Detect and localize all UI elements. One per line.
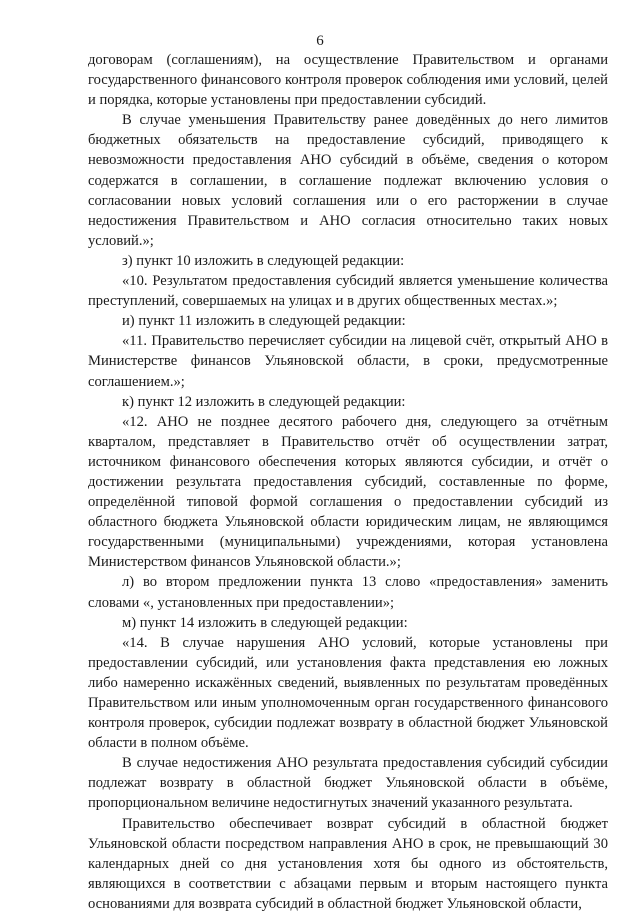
clause-14-paragraph-3: Правительство обеспечивает возврат субсидий в областной бюджет Ульяновской области посредством направления АНО в срок, не превышающий 30 календарных дней со дня установления хотя бы одного из обстоятельств, являющихся в соответствии с абзацами первым и вторым настоящего пункта основаниями для возврата субсидий в областной бюджет Ульяновской области, [88,815,608,912]
amendment-item-z: з) пункт 10 изложить в следующей редакции: [122,252,405,269]
page-number: 6 [316,33,324,49]
amendment-item-l: л) во втором предложении пункта 13 слово «предоставления» заменить словами «, установленных при предоставлении»; [88,574,608,611]
amendment-item-i: и) пункт 11 изложить в следующей редакции: [122,313,406,330]
clause-12-text: «12. АНО не позднее десятого рабочего дня, следующего за отчётным кварталом, представляет в Правительство отчёт об осуществлении затрат, источником финансового обеспечения которых являются субсидии, и отчёт о достижении результата предоставления субсидий, составленные по форме, определённой типовой формой соглашения о предоставлении субсидий из областного бюджета Ульяновской области юридическим лицам, не являющимся государственными (муниципальными) учреждениями, которая установлена Министерством финансов Ульяновской области.»; [88,413,608,571]
amendment-item-k: к) пункт 12 изложить в следующей редакции: [122,393,406,410]
clause-11-text: «11. Правительство перечисляет субсидии на лицевой счёт, открытый АНО в Министерстве финансов Ульяновской области, в сроки, предусмотренные соглашением.»; [88,333,608,390]
paragraph-continuation: договорам (соглашениям), на осуществление Правительством и органами государственного финансового контроля проверок соблюдения ими условий, целей и порядка, которые установлены при предоставлении субсидий. [88,52,608,109]
clause-14-text: «14. В случае нарушения АНО условий, которые установлены при предоставлении субсидий, или установления факта представления ею ложных либо намеренно искажённых сведений, выявленных по результатам проведённых Правительством или иным уполномоченным орган государственного финансового контроля проверок, субсидии подлежат возврату в областной бюджет Ульяновской области в полном объёме. [88,634,608,752]
amendment-item-m: м) пункт 14 изложить в следующей редакции: [122,614,408,631]
clause-10-text: «10. Результатом предоставления субсидий является уменьшение количества преступлений, совершаемых на улицах и в других общественных местах.»; [88,273,608,310]
paragraph-limits-reduction: В случае уменьшения Правительству ранее доведённых до него лимитов бюджетных обязательств на предоставление субсидий, приводящего к невозможности предоставления АНО субсидий в объёме, сведения о котором содержатся в соглашении, в соглашение подлежат включению условия о согласовании новых условий соглашения или о его расторжении в случае недостижения Правительством и АНО согласия относительно таких новых условий.»; [88,112,608,249]
document-body [88,50,608,914]
clause-14-paragraph-2: В случае недостижения АНО результата предоставления субсидий субсидии подлежат возврату в областной бюджет Ульяновской области в объёме, пропорциональном величине недостигнутых значений указанного результата. [88,755,608,812]
